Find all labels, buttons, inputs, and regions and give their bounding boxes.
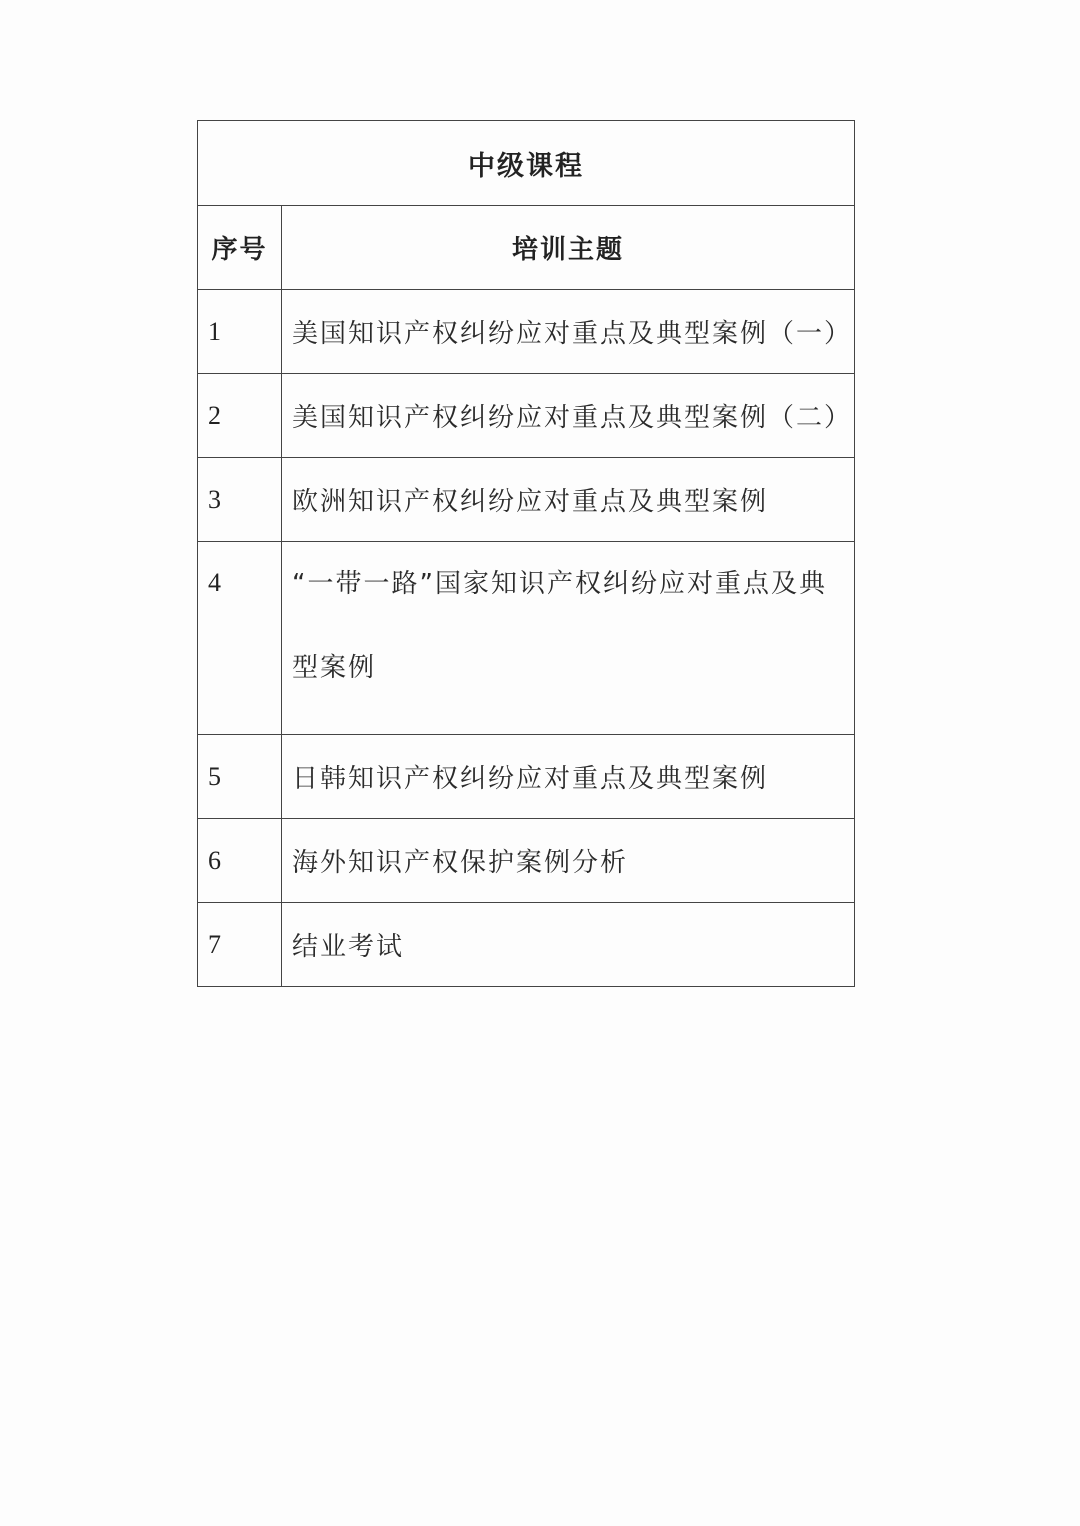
table-header-row xyxy=(198,206,855,290)
row-topic xyxy=(282,542,855,735)
header-topic: 培训主题 xyxy=(282,206,855,290)
table-row xyxy=(198,374,855,458)
row-number: 6 xyxy=(198,819,282,903)
table-title-row xyxy=(198,121,855,206)
header-no: 序号 xyxy=(198,206,282,290)
row-topic: 美国知识产权纠纷应对重点及典型案例（二） xyxy=(282,374,855,458)
row-number: 4 xyxy=(198,542,282,735)
row-topic-text: “一带一路”国家知识产权纠纷应对重点及典型案例 xyxy=(292,569,827,683)
row-topic: 结业考试 xyxy=(282,903,855,987)
row-topic: 欧洲知识产权纠纷应对重点及典型案例 xyxy=(282,458,855,542)
table-row xyxy=(198,458,855,542)
row-number: 2 xyxy=(198,374,282,458)
row-number: 7 xyxy=(198,903,282,987)
row-topic: 美国知识产权纠纷应对重点及典型案例（一） xyxy=(282,290,855,374)
table-row xyxy=(198,819,855,903)
table-row xyxy=(198,290,855,374)
row-number: 3 xyxy=(198,458,282,542)
row-number: 5 xyxy=(198,735,282,819)
table-row xyxy=(198,903,855,987)
table-row xyxy=(198,542,855,735)
table-row xyxy=(198,735,855,819)
row-topic: 日韩知识产权纠纷应对重点及典型案例 xyxy=(282,735,855,819)
row-topic: 海外知识产权保护案例分析 xyxy=(282,819,855,903)
table-title: 中级课程 xyxy=(198,121,855,206)
row-number: 1 xyxy=(198,290,282,374)
course-table xyxy=(197,120,855,987)
